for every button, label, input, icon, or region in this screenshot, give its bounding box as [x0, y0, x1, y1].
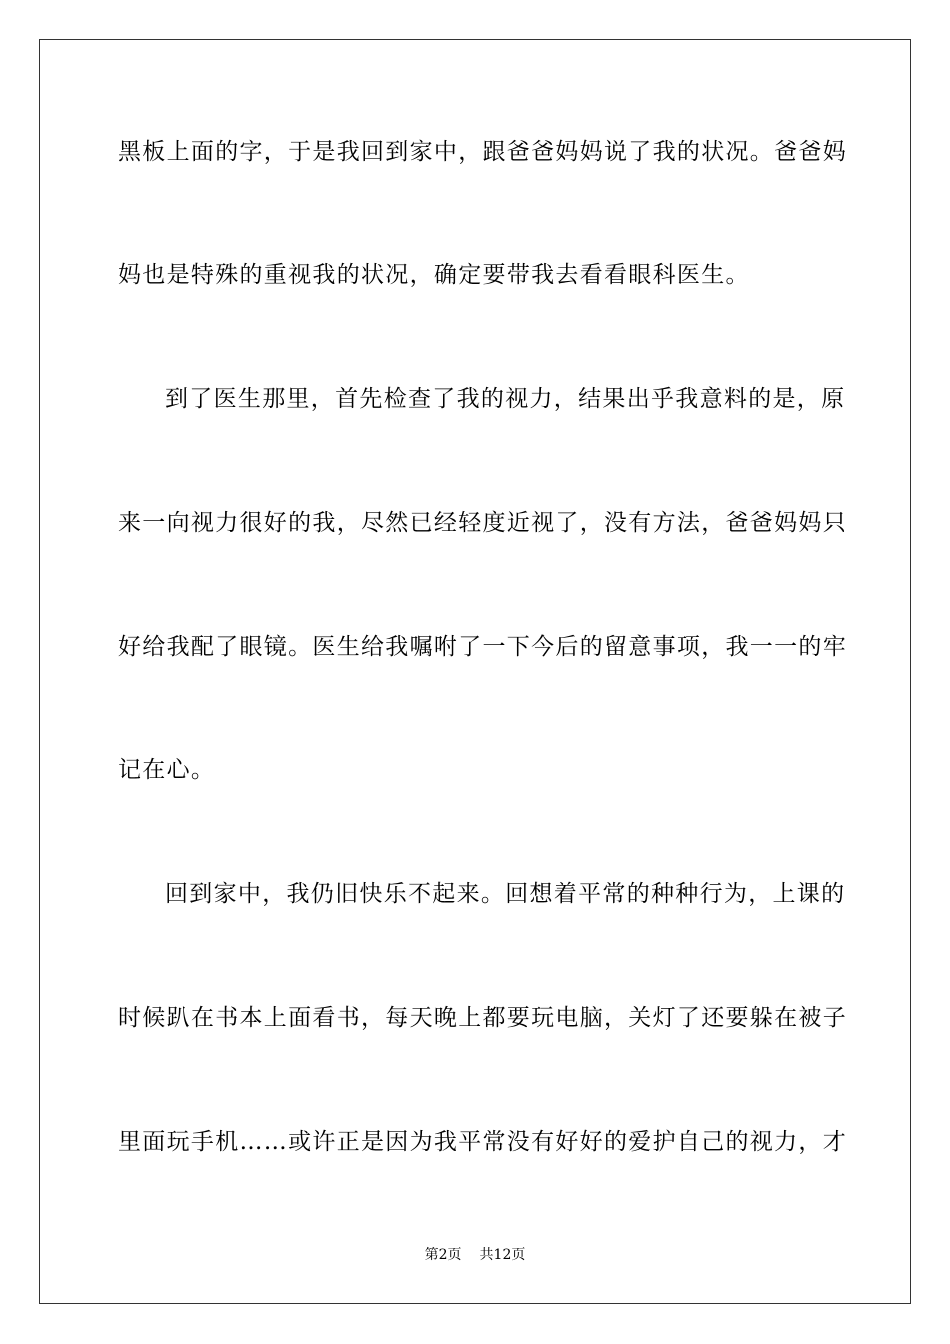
text-line: 回到家中，我仍旧快乐不起来。回想着平常的种种行为，上课的 [165, 881, 846, 907]
text-line: 黑板上面的字，于是我回到家中，跟爸爸妈妈说了我的状况。爸爸妈 [118, 139, 847, 165]
page-number: 第2页 [424, 1247, 462, 1263]
page-total: 共12页 [479, 1247, 526, 1263]
text-line: 时候趴在书本上面看书，每天晚上都要玩电脑，关灯了还要躲在被子 [118, 1005, 847, 1031]
text-line: 里面玩手机……或许正是因为我平常没有好好的爱护自己的视力，才 [118, 1129, 847, 1155]
page-footer [0, 1246, 950, 1264]
text-line: 到了医生那里，首先检查了我的视力，结果出乎我意料的是，原 [165, 386, 846, 412]
text-line: 好给我配了眼镜。医生给我嘱咐了一下今后的留意事项，我一一的牢 [118, 634, 847, 660]
text-line: 来一向视力很好的我，尽然已经轻度近视了，没有方法，爸爸妈妈只 [118, 510, 847, 536]
text-line: 妈也是特殊的重视我的状况，确定要带我去看看眼科医生。 [118, 262, 750, 288]
page-border [39, 39, 911, 1304]
text-line: 记在心。 [118, 757, 216, 783]
